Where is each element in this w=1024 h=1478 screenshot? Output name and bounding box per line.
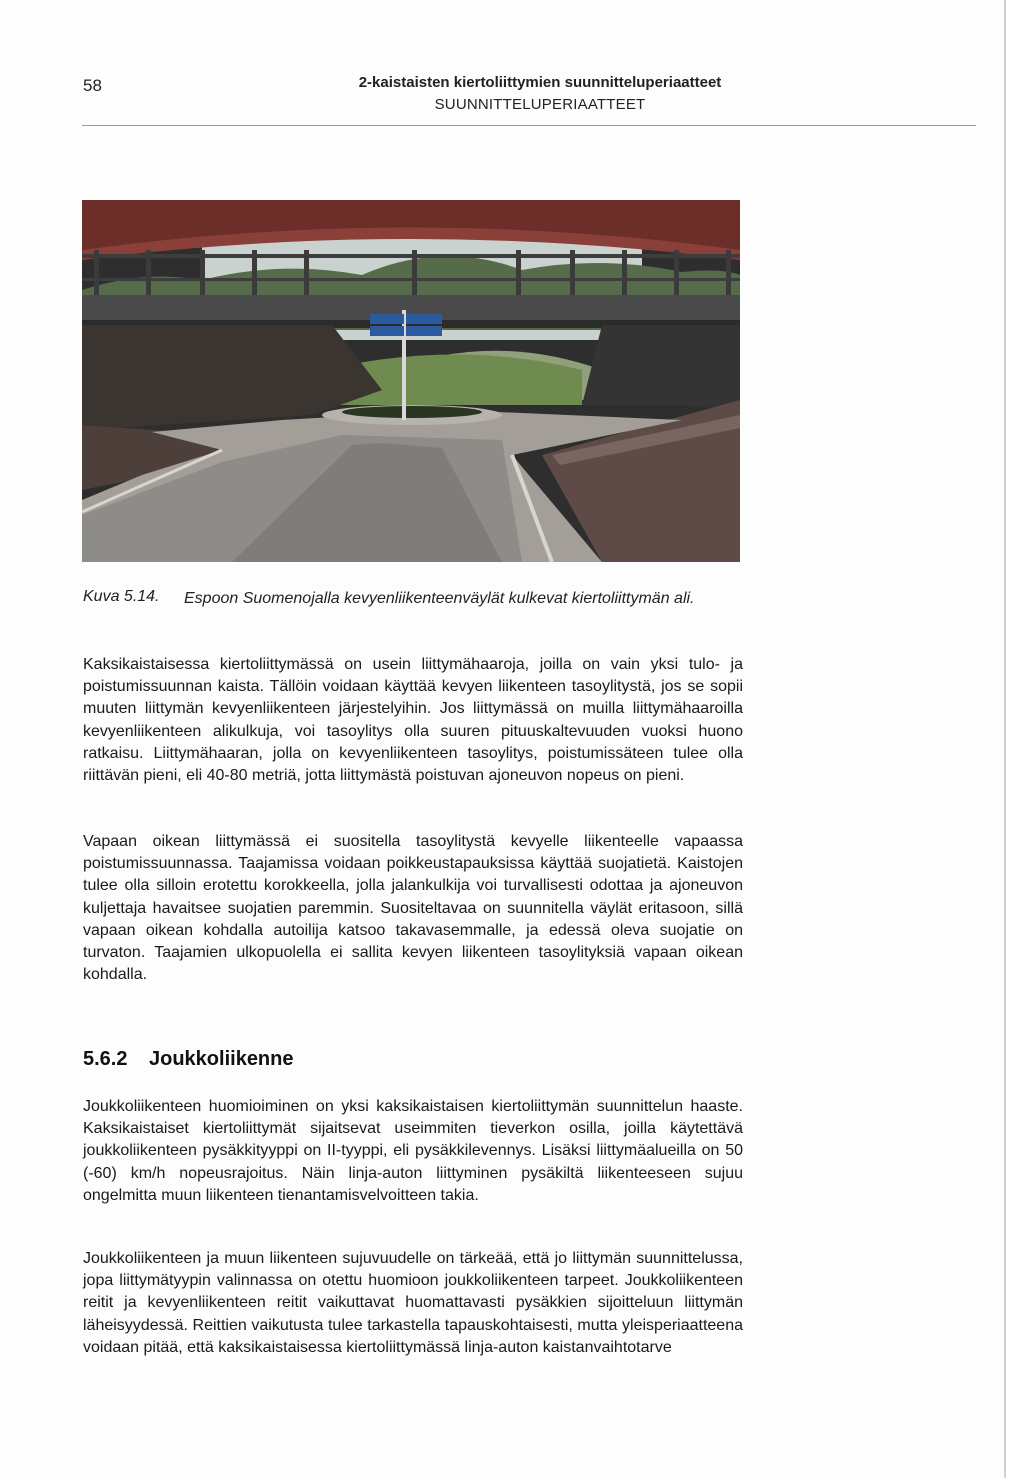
running-header-title: 2-kaistaisten kiertoliittymien suunnitteluperiaatteet [358, 74, 722, 91]
figure-photo-underpass [82, 200, 740, 562]
section-heading [83, 1048, 294, 1071]
header-divider [82, 125, 976, 126]
running-header-subtitle: SUUNNITTELUPERIAATTEET [434, 96, 646, 113]
paragraph-2: Vapaan oikean liittymässä ei suositella tasoylitystä kevyelle liikenteelle vapaassa poistumissuunnassa. Taajamissa voidaan poikkeustapauksissa käyttää suojatietä. Kaistojen tulee olla silloin erotettu korokkeella, jolla jalankulkija voi turvallisesti odottaa ja ajoneuvon kuljettaja havaitsee suojatien paremmin. Suositeltavaa on suunnitella väylät eritasoon, sillä vapaan oikean kohdalla autoilija katsoo takavasemmalle, ja edessä oleva suojatie on turvaton. Taajamien ulkopuolella ei sallita kevyen liikenteen tasoylityksiä vapaan oikean kohdalla. [83, 833, 743, 984]
section-number: 5.6.2 [83, 1048, 128, 1070]
paragraph-1: Kaksikaistaisessa kiertoliittymässä on usein liittymähaaroja, joilla on vain yksi tulo- ja poistumissuunnan kaista. Tällöin voidaan käyttää kevyen liikenteen tasoylitystä, jos se sopii muuten liittymän kevyenliikenteen järjestelyihin. Jos liittymässä on muilla liittymähaaroilla kevyenliikenteen alikulkuja, voi tasoylitys olla suuren pituuskaltevuuden vuoksi huono ratkaisu. Liittymähaaran, jolla on kevyenliikenteen tasoylitys, poistumissäteen tulee olla riittävän pieni, eli 40-80 metriä, jotta liittymästä poistuvan ajoneuvon nopeus on pieni. [83, 656, 743, 785]
paragraph-4: Joukkoliikenteen ja muun liikenteen sujuvuudelle on tärkeää, että jo liittymän suunnittelussa, jopa liittymätyypin valinnassa on otettu huomioon joukkoliikenteen tarpeet. Joukkoliikenteen reitit ja kevyenliikenteen reitit vaikuttavat huomattavasti pysäkkien sijoitteluun liittymän läheisyydessä. Reittien vaikutusta tulee tarkastella tapauskohtaisesti, mutta yleisperiaatteena voidaan pitää, että kaksikaistaisessa kiertoliittymässä linja-auton kaistanvaihtotarve [83, 1250, 743, 1356]
figure-label: Kuva 5.14. [83, 588, 160, 605]
section-title: Joukkoliikenne [149, 1048, 294, 1070]
figure-caption: Espoon Suomenojalla kevyenliikenteenväylät kulkevat kiertoliittymän ali. [184, 590, 695, 607]
page-number: 58 [83, 76, 102, 95]
paragraph-3: Joukkoliikenteen huomioiminen on yksi kaksikaistaisen kiertoliittymän suunnittelun haaste. Kaksikaistaiset kiertoliittymät sijaitsevat useimmiten tieverkon osilla, joilla käytettävä joukkoliikenteen pysäkkityyppi on II-tyyppi, eli pysäkkilevennys. Lisäksi liittymäalueilla on 50 (-60) km/h nopeusrajoitus. Näin linja-auton liittyminen pysäkiltä liikenteeseen sujuu ongelmitta muun liikenteen tienantamisvelvoitteen takia. [83, 1098, 743, 1204]
